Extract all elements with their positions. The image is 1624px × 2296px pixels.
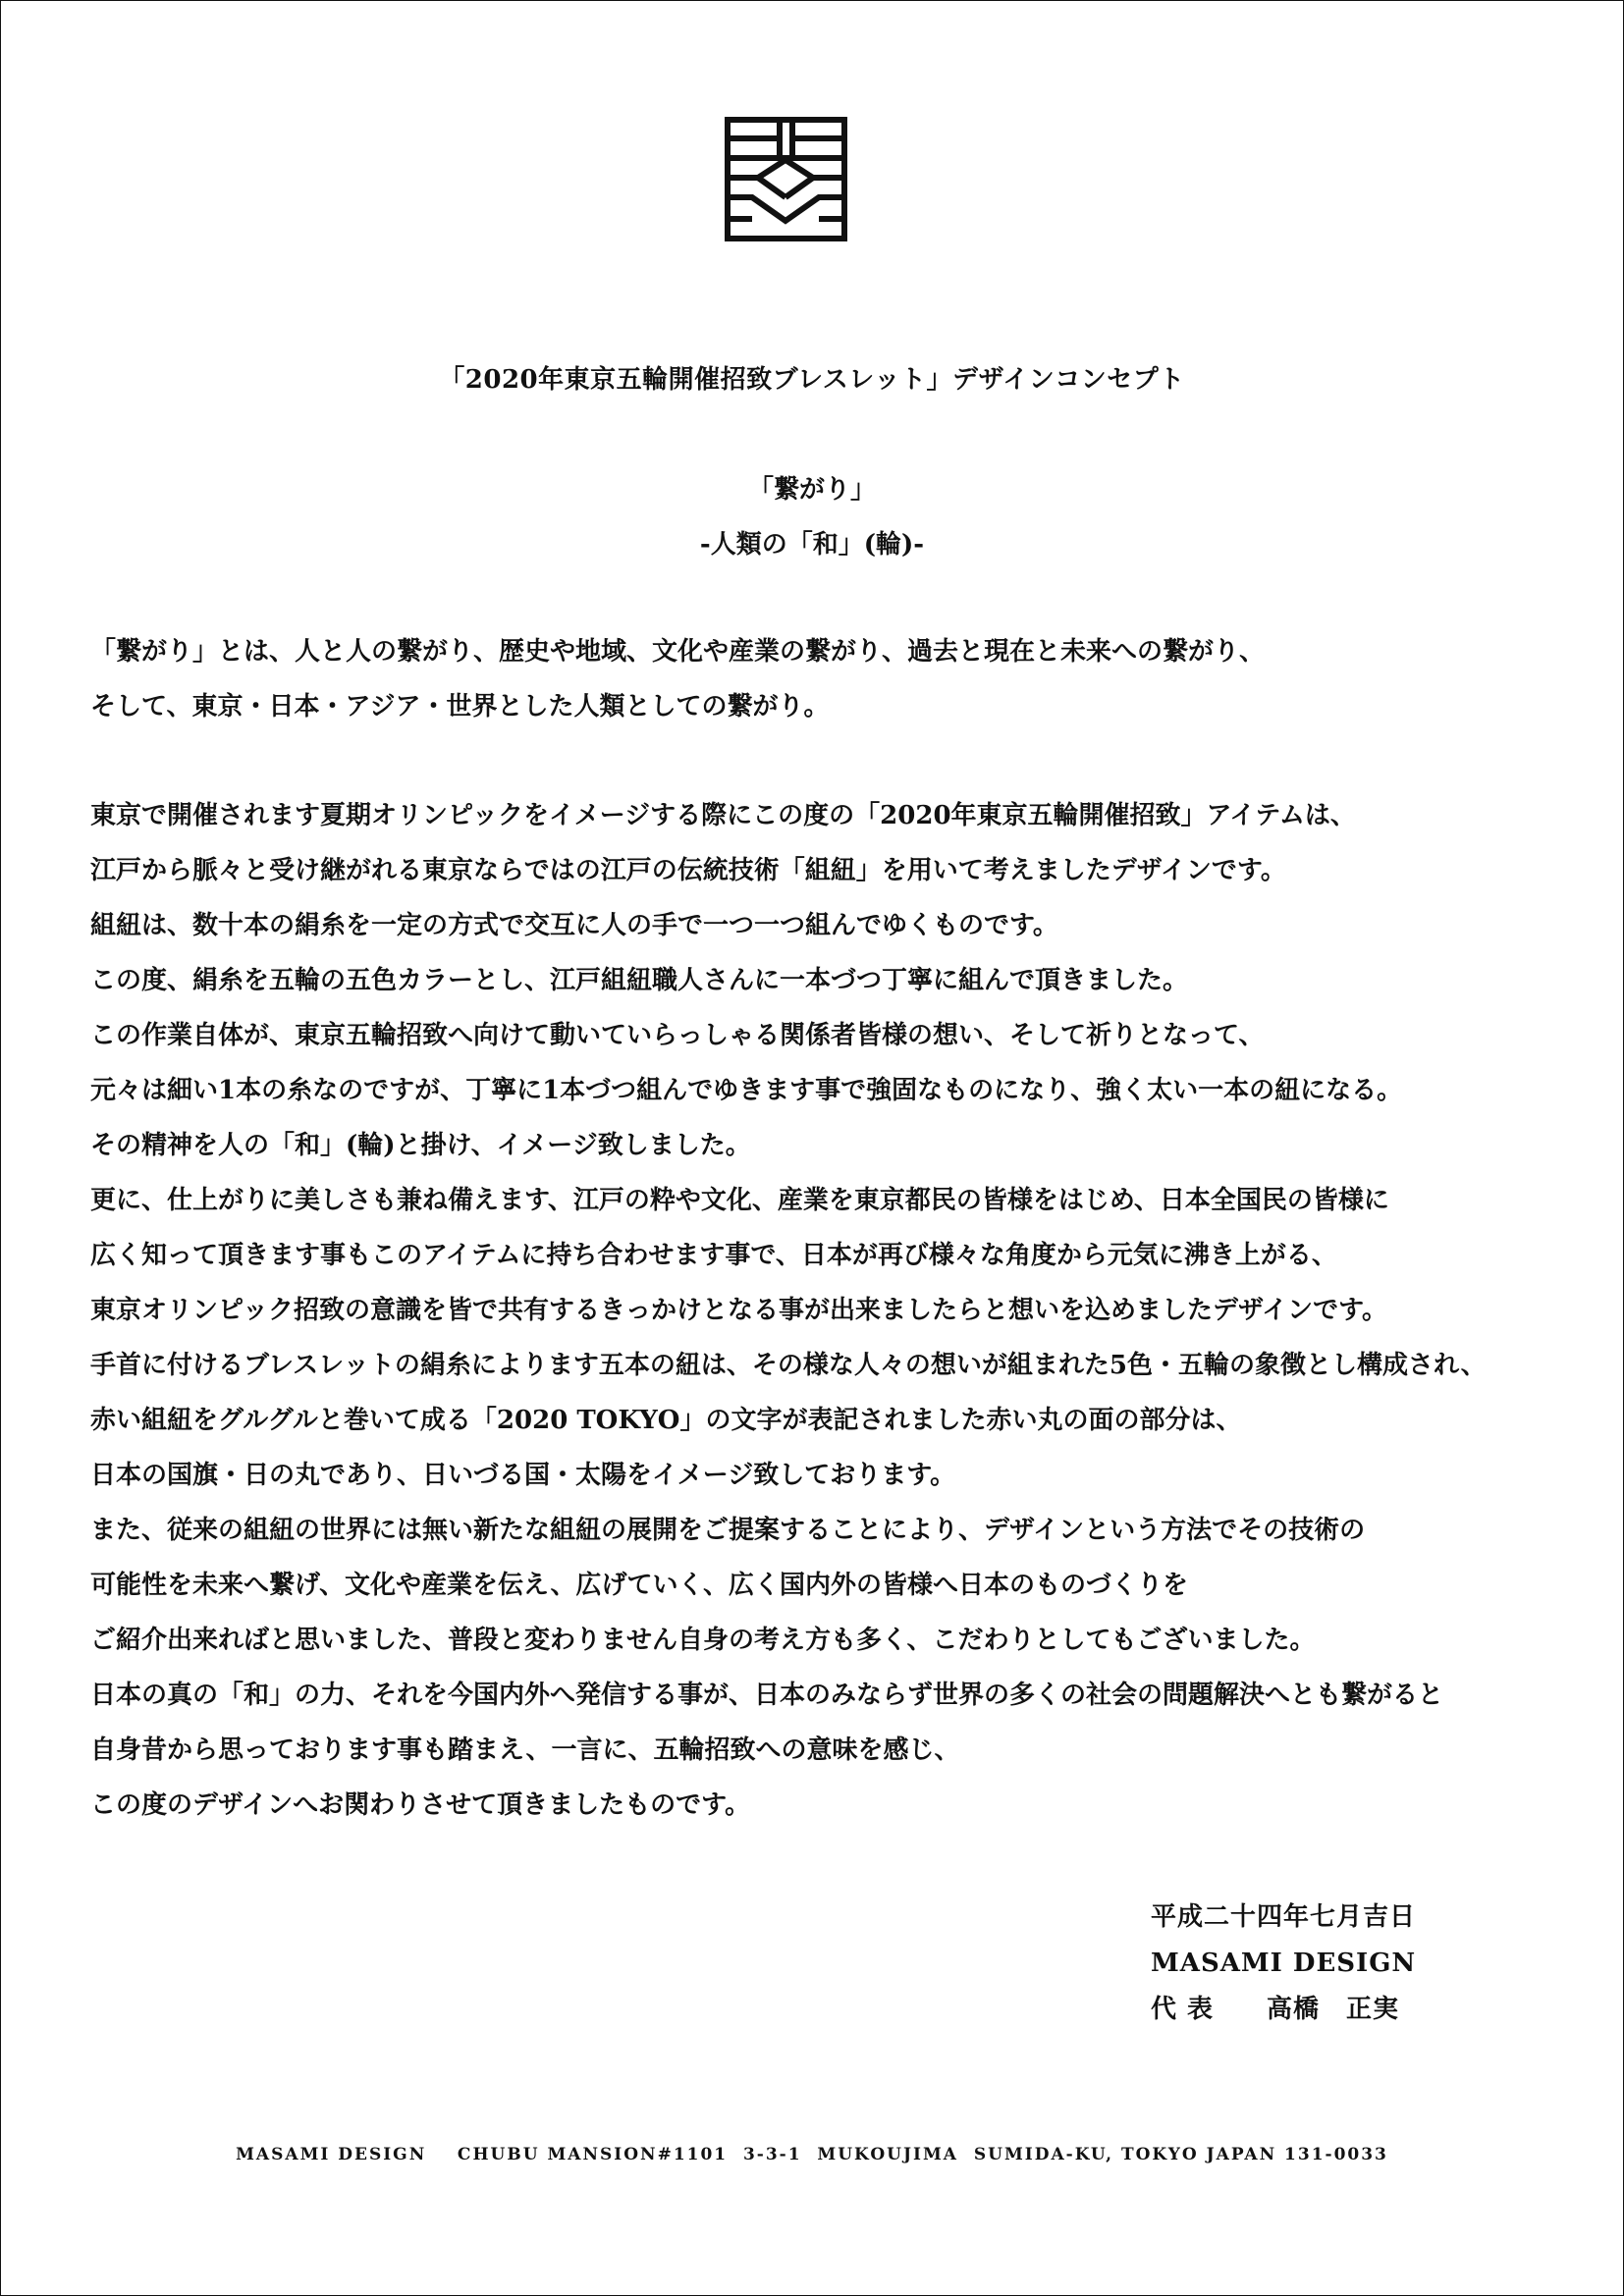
intro-paragraph [90,624,1583,734]
text-line: 組紐は、数十本の絹糸を一定の方式で交互に人の手で一つ一つ組んでゆくものです。 [90,911,1058,940]
text-line: 赤い組紐をグルグルと巻いて成る「2020 TOKYO」の文字が表記されました赤い丸の面の部分は、 [90,1406,1242,1435]
text-line: その精神を人の「和」(輪)と掛け、イメージ致しました。 [90,1131,751,1160]
text-line: 広く知って頂きます事もこのアイテムに持ち合わせます事で、日本が再び様々な角度から元気に沸き上がる、 [90,1241,1337,1270]
text-line: また、従来の組紐の世界には無い新たな組紐の展開をご提案することにより、デザインという方法でその技術の [90,1516,1366,1545]
masami-design-logo-icon [725,117,847,241]
theme-subheading: -人類の「和」(輪)- [699,530,925,560]
text-line: 東京で開催されます夏期オリンピックをイメージする際にこの度の「2020年東京五輪開催招致」アイテムは、 [90,801,1356,830]
document-title: 「2020年東京五輪開催招致ブレスレット」デザインコンセプト [439,365,1185,395]
text-line: 江戸から脈々と受け継がれる東京ならではの江戸の伝統技術「組紐」を用いて考えましたデザインです。 [90,856,1286,885]
footer-address: MASAMI DESIGN CHUBU MANSION#1101 3-3-1 MUKOUJIMA SUMIDA-KU, TOKYO JAPAN 131-0033 [236,2145,1388,2164]
text-line: 「繋がり」とは、人と人の繋がり、歴史や地域、文化や産業の繋がり、過去と現在と未来への繋がり、 [90,637,1266,667]
text-line: この度のデザインへお関わりさせて頂きましたものです。 [90,1790,751,1820]
signature-date: 平成二十四年七月吉日 [1151,1902,1417,1932]
signature-company: MASAMI DESIGN [1151,1949,1417,1978]
theme-heading: 「繋がり」 [747,475,876,505]
signature-block [1151,1895,1416,2033]
text-line: ご紹介出来ればと思いました、普段と変わりません自身の考え方も多く、こだわりとしてもございました。 [90,1626,1316,1655]
text-line: そして、東京・日本・アジア・世界とした人類としての繋がり。 [90,692,830,721]
text-line: 自身昔から思っております事も踏まえ、一言に、五輪招致への意味を感じ、 [90,1735,960,1765]
text-line: 日本の真の「和」の力、それを今国内外へ発信する事が、日本のみならず世界の多くの社会の問題解決へとも繋がると [90,1681,1444,1710]
signature-representative: 代 表 高橋 正実 [1151,1995,1400,2024]
text-line: 更に、仕上がりに美しさも兼ね備えます、江戸の粋や文化、産業を東京都民の皆様をはじめ、日本全国民の皆様に [90,1186,1389,1215]
body-paragraph [90,788,1583,1833]
text-line: 可能性を未来へ繋げ、文化や産業を伝え、広げていく、広く国内外の皆様へ日本のものづくりを [90,1571,1189,1600]
text-line: 東京オリンピック招致の意識を皆で共有するきっかけとなる事が出来ましたらと想いを込めましたデザインです。 [90,1296,1388,1325]
text-line: この作業自体が、東京五輪招致へ向けて動いていらっしゃる関係者皆様の想い、そして祈りとなって、 [90,1021,1265,1050]
text-line: 手首に付けるブレスレットの絹糸によります五本の紐は、その様な人々の想いが組まれた5色・五輪の象徴とし構成され、 [90,1351,1487,1380]
text-line: この度、絹糸を五輪の五色カラーとし、江戸組紐職人さんに一本づつ丁寧に組んで頂きました。 [90,966,1189,995]
text-line: 日本の国旗・日の丸であり、日いづる国・太陽をイメージ致しております。 [90,1461,956,1490]
text-line: 元々は細い1本の糸なのですが、丁寧に1本づつ組んでゆきます事で強固なものになり、強く太い一本の紐になる。 [90,1076,1403,1105]
